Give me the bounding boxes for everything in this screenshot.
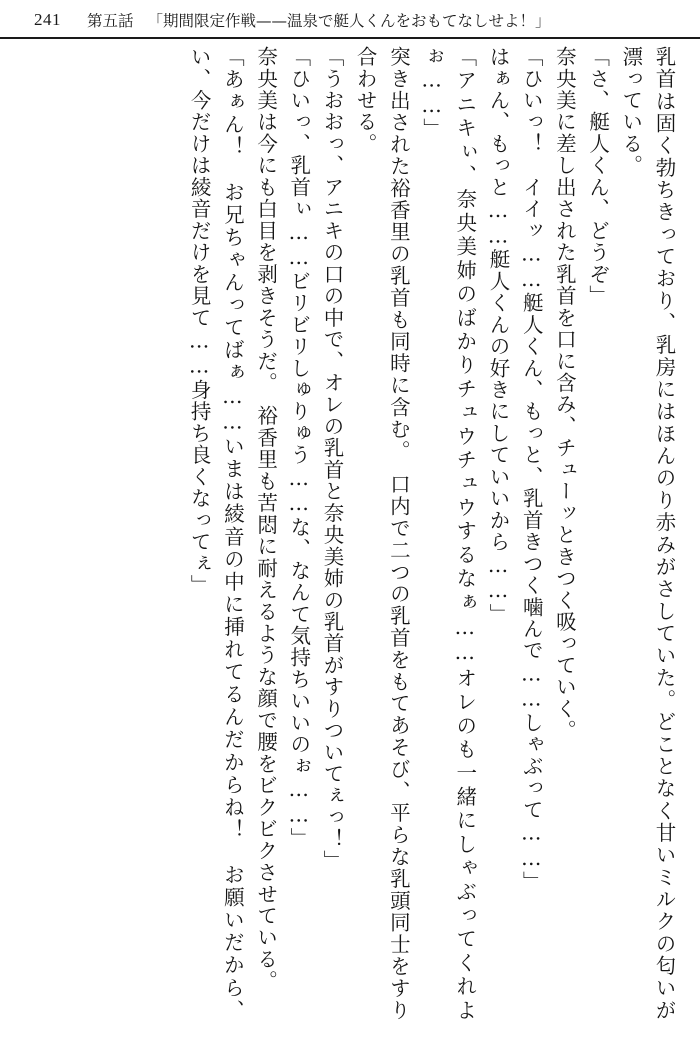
vertical-text-block [20,46,680,1021]
paragraph: 「アニキぃ、奈央美姉のばかりチュウチュウするなぁ……オレのも一緒にしゃぶってくれよぉ……」 [419,46,477,1021]
paragraph: 「ひいっ！ イイッ……艇人くん、もっと、乳首きつく噛んで……しゃぶって……」 [519,46,544,893]
paragraph: 「うおおっ、アニキの口の中で、オレの乳首と奈央美姉の乳首がすりついてぇっ！」 [319,46,344,872]
paragraph: 「さ、艇人くん、どうぞ」 [585,46,610,307]
paragraph: 奈央美は今にも白目を剥きそうだ。 裕香里も苦悶に耐えるような顔で腰をビクビクさせている。 [253,46,278,992]
paragraph: 突き出された裕香里の乳首も同時に含む。 口内で二つの乳首をもてあそび、平らな乳頭同士をすり合わせる。 [353,46,411,1021]
chapter-title: 「期間限定作戦——温泉で艇人くんをおもてなしせよ！」 [147,12,551,30]
paragraph: はぁん、もっと……艇人くんの好きにしていいから……」 [485,46,510,625]
header-divider [0,37,700,39]
page-body [20,46,680,1026]
page-number: 241 [34,10,61,29]
paragraph: 「ひいっ、乳首ぃ……ビリビリしゅりゅう……な、なんて気持ちいいのぉ……」 [286,46,311,850]
running-head [0,0,700,40]
chapter-label: 第五話 [87,12,134,30]
paragraph: 乳首は固く勃ちきっており、乳房にはほんのり赤みがさしていた。どことなく甘いミルクの匂いが漂っている。 [618,46,676,1021]
paragraph: 奈央美に差し出された乳首を口に含み、チューッときつく吸っていく。 [552,46,577,742]
paragraph: 「あぁん！ お兄ちゃんってばぁ……いまは綾音の中に挿れてるんだからね！ お願いだから、い、今だけは綾音だけを見て……身持ち良くなってぇ」 [187,46,245,1021]
